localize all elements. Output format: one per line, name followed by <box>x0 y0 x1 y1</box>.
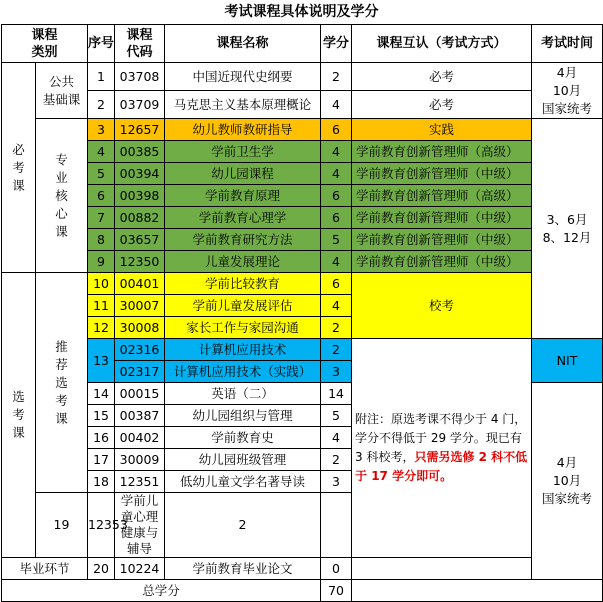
table-row <box>2 558 603 580</box>
group-recommended: 推 荐 选 考 课 <box>36 273 88 493</box>
cell-name: 马克思主义基本原理概论 <box>165 91 321 119</box>
cell-no: 2 <box>88 91 115 119</box>
cell-code: 00398 <box>115 185 165 207</box>
group-core: 专 业 核 心 课 <box>36 119 88 273</box>
cell-mutual: 学前教育创新管理师（中级） <box>352 229 532 251</box>
cell-name: 学前儿童心理健康与辅导 <box>115 493 165 558</box>
total-value: 70 <box>321 580 352 602</box>
cell-name: 学前教育原理 <box>165 185 321 207</box>
cell-code: 02316 <box>115 339 165 361</box>
table-row <box>2 273 603 295</box>
cell-mutual: 必考 <box>352 63 532 91</box>
cell-code: 30008 <box>115 317 165 339</box>
course-table <box>1 24 603 602</box>
cell-code: 03657 <box>115 229 165 251</box>
cell-no: 3 <box>88 119 115 141</box>
cell-name: 学前教育毕业论文 <box>165 558 321 580</box>
cell-credit: 3 <box>321 361 352 383</box>
cell-credit: 4 <box>321 163 352 185</box>
cell-no: 13 <box>88 339 115 383</box>
cell-name: 幼儿园组织与管理 <box>165 405 321 427</box>
cell-no: 10 <box>88 273 115 295</box>
cell-code: 30007 <box>115 295 165 317</box>
cell-credit: 2 <box>321 317 352 339</box>
school-exam-cell: 校考 <box>352 273 532 339</box>
cell-mutual: 学前教育创新管理师（中级） <box>352 251 532 273</box>
cell-credit: 2 <box>321 449 352 471</box>
group-required: 必 考 课 <box>2 63 36 273</box>
nit-cell: NIT <box>532 339 603 383</box>
cell-credit: 2 <box>321 63 352 91</box>
cell-name: 中国近现代史纲要 <box>165 63 321 91</box>
cell-no: 20 <box>88 558 115 580</box>
cell-mutual: 学前教育创新管理师（高级） <box>352 141 532 163</box>
cell-name: 家长工作与家园沟通 <box>165 317 321 339</box>
header-credit: 学分 <box>321 25 352 63</box>
empty-cell <box>352 558 532 580</box>
table-row <box>2 229 603 251</box>
cell-credit: 5 <box>321 405 352 427</box>
cell-no: 7 <box>88 207 115 229</box>
header-mutual: 课程互认（考试方式） <box>352 25 532 63</box>
cell-code: 12351 <box>115 471 165 493</box>
cell-credit: 3 <box>321 471 352 493</box>
table-row <box>2 251 603 273</box>
cell-mutual: 学前教育创新管理师（中级） <box>352 163 532 185</box>
cell-mutual: 实践 <box>352 119 532 141</box>
cell-credit: 2 <box>321 339 352 361</box>
table-row <box>2 207 603 229</box>
header-name: 课程名称 <box>165 25 321 63</box>
cell-credit: 6 <box>321 119 352 141</box>
header-time: 考试时间 <box>532 25 603 63</box>
cell-name: 计算机应用技术（实践） <box>165 361 321 383</box>
cell-code: 00402 <box>115 427 165 449</box>
cell-code: 02317 <box>115 361 165 383</box>
cell-no: 14 <box>88 383 115 405</box>
cell-no: 1 <box>88 63 115 91</box>
cell-code: 00882 <box>115 207 165 229</box>
cell-credit: 6 <box>321 207 352 229</box>
cell-credit: 4 <box>321 251 352 273</box>
cell-name: 幼儿园班级管理 <box>165 449 321 471</box>
cell-credit: 4 <box>321 295 352 317</box>
group-graduation: 毕业环节 <box>2 558 88 580</box>
group-elective: 选 考 课 <box>2 273 36 558</box>
note-cell <box>352 339 532 558</box>
table-row <box>2 91 603 119</box>
cell-code: 12657 <box>115 119 165 141</box>
cell-credit: 5 <box>321 229 352 251</box>
cell-mutual: 学前教育创新管理师（高级） <box>352 185 532 207</box>
header-no: 序号 <box>88 25 115 63</box>
cell-no: 8 <box>88 229 115 251</box>
cell-code: 10224 <box>115 558 165 580</box>
cell-credit: 4 <box>321 427 352 449</box>
cell-name: 学前教育研究方法 <box>165 229 321 251</box>
cell-no: 18 <box>88 471 115 493</box>
cell-name: 学前儿童发展评估 <box>165 295 321 317</box>
cell-name: 儿童发展理论 <box>165 251 321 273</box>
cell-no: 9 <box>88 251 115 273</box>
cell-code: 00385 <box>115 141 165 163</box>
cell-code: 03709 <box>115 91 165 119</box>
cell-no: 17 <box>88 449 115 471</box>
cell-name: 幼儿教师教研指导 <box>165 119 321 141</box>
cell-no: 19 <box>36 493 88 558</box>
total-row <box>2 580 603 602</box>
cell-name: 计算机应用技术 <box>165 339 321 361</box>
table-row <box>2 119 603 141</box>
cell-no: 15 <box>88 405 115 427</box>
cell-name: 学前教育史 <box>165 427 321 449</box>
cell-name: 学前教育心理学 <box>165 207 321 229</box>
cell-code: 03708 <box>115 63 165 91</box>
cell-no: 11 <box>88 295 115 317</box>
group-public: 公共 基础课 <box>36 63 88 119</box>
total-label: 总学分 <box>2 580 321 602</box>
cell-no: 6 <box>88 185 115 207</box>
cell-code: 00401 <box>115 273 165 295</box>
cell-credit: 4 <box>321 91 352 119</box>
cell-code: 00394 <box>115 163 165 185</box>
header-row <box>2 25 603 63</box>
cell-credit: 4 <box>321 141 352 163</box>
cell-mutual: 学前教育创新管理师（中级） <box>352 207 532 229</box>
note-text: 附注：原选考课不得少于 4 门，学分不得低于 29 学分。现已有 3 科校考， <box>355 412 527 464</box>
note-highlight: 只需另选修 2 科不低于 17 学分即可。 <box>355 450 528 483</box>
cell-credit: 0 <box>321 558 352 580</box>
table-row <box>2 185 603 207</box>
header-category: 课程 类别 <box>2 25 88 63</box>
cell-code: 30009 <box>115 449 165 471</box>
cell-code: 12353 <box>88 493 115 558</box>
table-row <box>2 141 603 163</box>
time-core: 3、6月 8、12月 <box>532 119 603 339</box>
cell-code: 00015 <box>115 383 165 405</box>
cell-name: 学前卫生学 <box>165 141 321 163</box>
table-row <box>2 163 603 185</box>
cell-name: 幼儿园课程 <box>165 163 321 185</box>
cell-credit: 2 <box>165 493 321 558</box>
cell-no: 5 <box>88 163 115 185</box>
table-row <box>2 63 603 91</box>
cell-credit: 6 <box>321 273 352 295</box>
cell-mutual: 必考 <box>352 91 532 119</box>
time-elective: 4月 10月 国家统考 <box>532 383 603 580</box>
cell-code: 12350 <box>115 251 165 273</box>
cell-no: 16 <box>88 427 115 449</box>
header-code: 课程 代码 <box>115 25 165 63</box>
empty-cell <box>352 580 603 602</box>
cell-credit: 14 <box>321 383 352 405</box>
cell-code: 00387 <box>115 405 165 427</box>
cell-credit: 6 <box>321 185 352 207</box>
cell-name: 英语（二） <box>165 383 321 405</box>
cell-name: 低幼儿童文学名著导读 <box>165 471 321 493</box>
cell-no: 12 <box>88 317 115 339</box>
cell-name: 学前比较教育 <box>165 273 321 295</box>
table-row <box>2 339 603 361</box>
page-title: 考试课程具体说明及学分 <box>224 4 379 20</box>
time-public: 4月 10月 国家统考 <box>532 63 603 119</box>
cell-no: 4 <box>88 141 115 163</box>
